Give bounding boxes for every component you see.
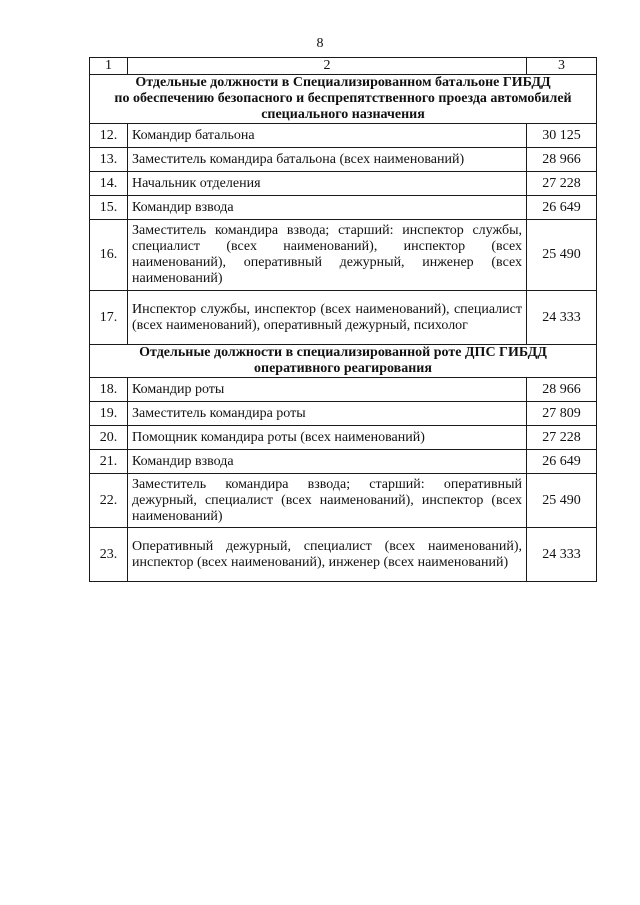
salary-table: [89, 57, 597, 582]
salary-value: 27 809: [527, 402, 597, 426]
section-heading-line: специального назначения: [261, 107, 425, 122]
position-name: Помощник командира роты (всех наименований): [128, 426, 527, 450]
table-row: [90, 291, 597, 345]
row-number: 13.: [90, 148, 128, 172]
section-heading-row: [90, 345, 597, 378]
salary-value: 28 966: [527, 148, 597, 172]
position-name: Командир взвода: [128, 450, 527, 474]
section-heading-row: [90, 75, 597, 124]
position-name: Заместитель командира взвода; старший: инспектор службы, специалист (всех наименований), инспектор (всех наименований), оперативный дежурный, инженер (всех наименований): [128, 220, 527, 291]
section-heading-line: оперативного реагирования: [254, 361, 432, 376]
table-row: [90, 474, 597, 528]
position-name: Оперативный дежурный, специалист (всех наименований), инспектор (всех наименований), инженер (всех наименований): [128, 528, 527, 582]
table-row: [90, 196, 597, 220]
page-number: 8: [316, 36, 324, 51]
salary-value: 26 649: [527, 196, 597, 220]
position-name: Инспектор службы, инспектор (всех наименований), специалист (всех наименований), оперативный дежурный, психолог: [128, 291, 527, 345]
row-number: 14.: [90, 172, 128, 196]
table-row: [90, 124, 597, 148]
salary-value: 26 649: [527, 450, 597, 474]
column-header-2: 2: [128, 58, 527, 75]
position-name: Командир взвода: [128, 196, 527, 220]
table-row: [90, 528, 597, 582]
position-name: Заместитель командира роты: [128, 402, 527, 426]
position-name: Заместитель командира взвода; старший: оперативный дежурный, специалист (всех наименований), инспектор (всех наименований): [128, 474, 527, 528]
salary-value: 27 228: [527, 172, 597, 196]
column-header-3: 3: [527, 58, 597, 75]
salary-value: 25 490: [527, 474, 597, 528]
table-row: [90, 220, 597, 291]
section-heading-line: по обеспечению безопасного и беспрепятственного проезда автомобилей: [114, 91, 572, 106]
row-number: 16.: [90, 220, 128, 291]
salary-value: 25 490: [527, 220, 597, 291]
table-row: [90, 450, 597, 474]
salary-value: 24 333: [527, 528, 597, 582]
salary-value: 28 966: [527, 378, 597, 402]
row-number: 18.: [90, 378, 128, 402]
salary-value: 27 228: [527, 426, 597, 450]
salary-value: 30 125: [527, 124, 597, 148]
row-number: 19.: [90, 402, 128, 426]
position-name: Заместитель командира батальона (всех наименований): [128, 148, 527, 172]
row-number: 23.: [90, 528, 128, 582]
row-number: 15.: [90, 196, 128, 220]
section-heading-line: Отдельные должности в Специализированном батальоне ГИБДД: [135, 75, 551, 90]
row-number: 12.: [90, 124, 128, 148]
table-row: [90, 402, 597, 426]
section-heading-company: [90, 345, 597, 378]
row-number: 17.: [90, 291, 128, 345]
position-name: Командир роты: [128, 378, 527, 402]
table-row: [90, 172, 597, 196]
position-name: Командир батальона: [128, 124, 527, 148]
table-row: [90, 378, 597, 402]
table-row: [90, 426, 597, 450]
table-header-row: [90, 58, 597, 75]
column-header-1: 1: [90, 58, 128, 75]
row-number: 20.: [90, 426, 128, 450]
section-heading-battalion: [90, 75, 597, 124]
salary-value: 24 333: [527, 291, 597, 345]
row-number: 22.: [90, 474, 128, 528]
position-name: Начальник отделения: [128, 172, 527, 196]
table-row: [90, 148, 597, 172]
row-number: 21.: [90, 450, 128, 474]
section-heading-line: Отдельные должности в специализированной роте ДПС ГИБДД: [139, 345, 547, 360]
